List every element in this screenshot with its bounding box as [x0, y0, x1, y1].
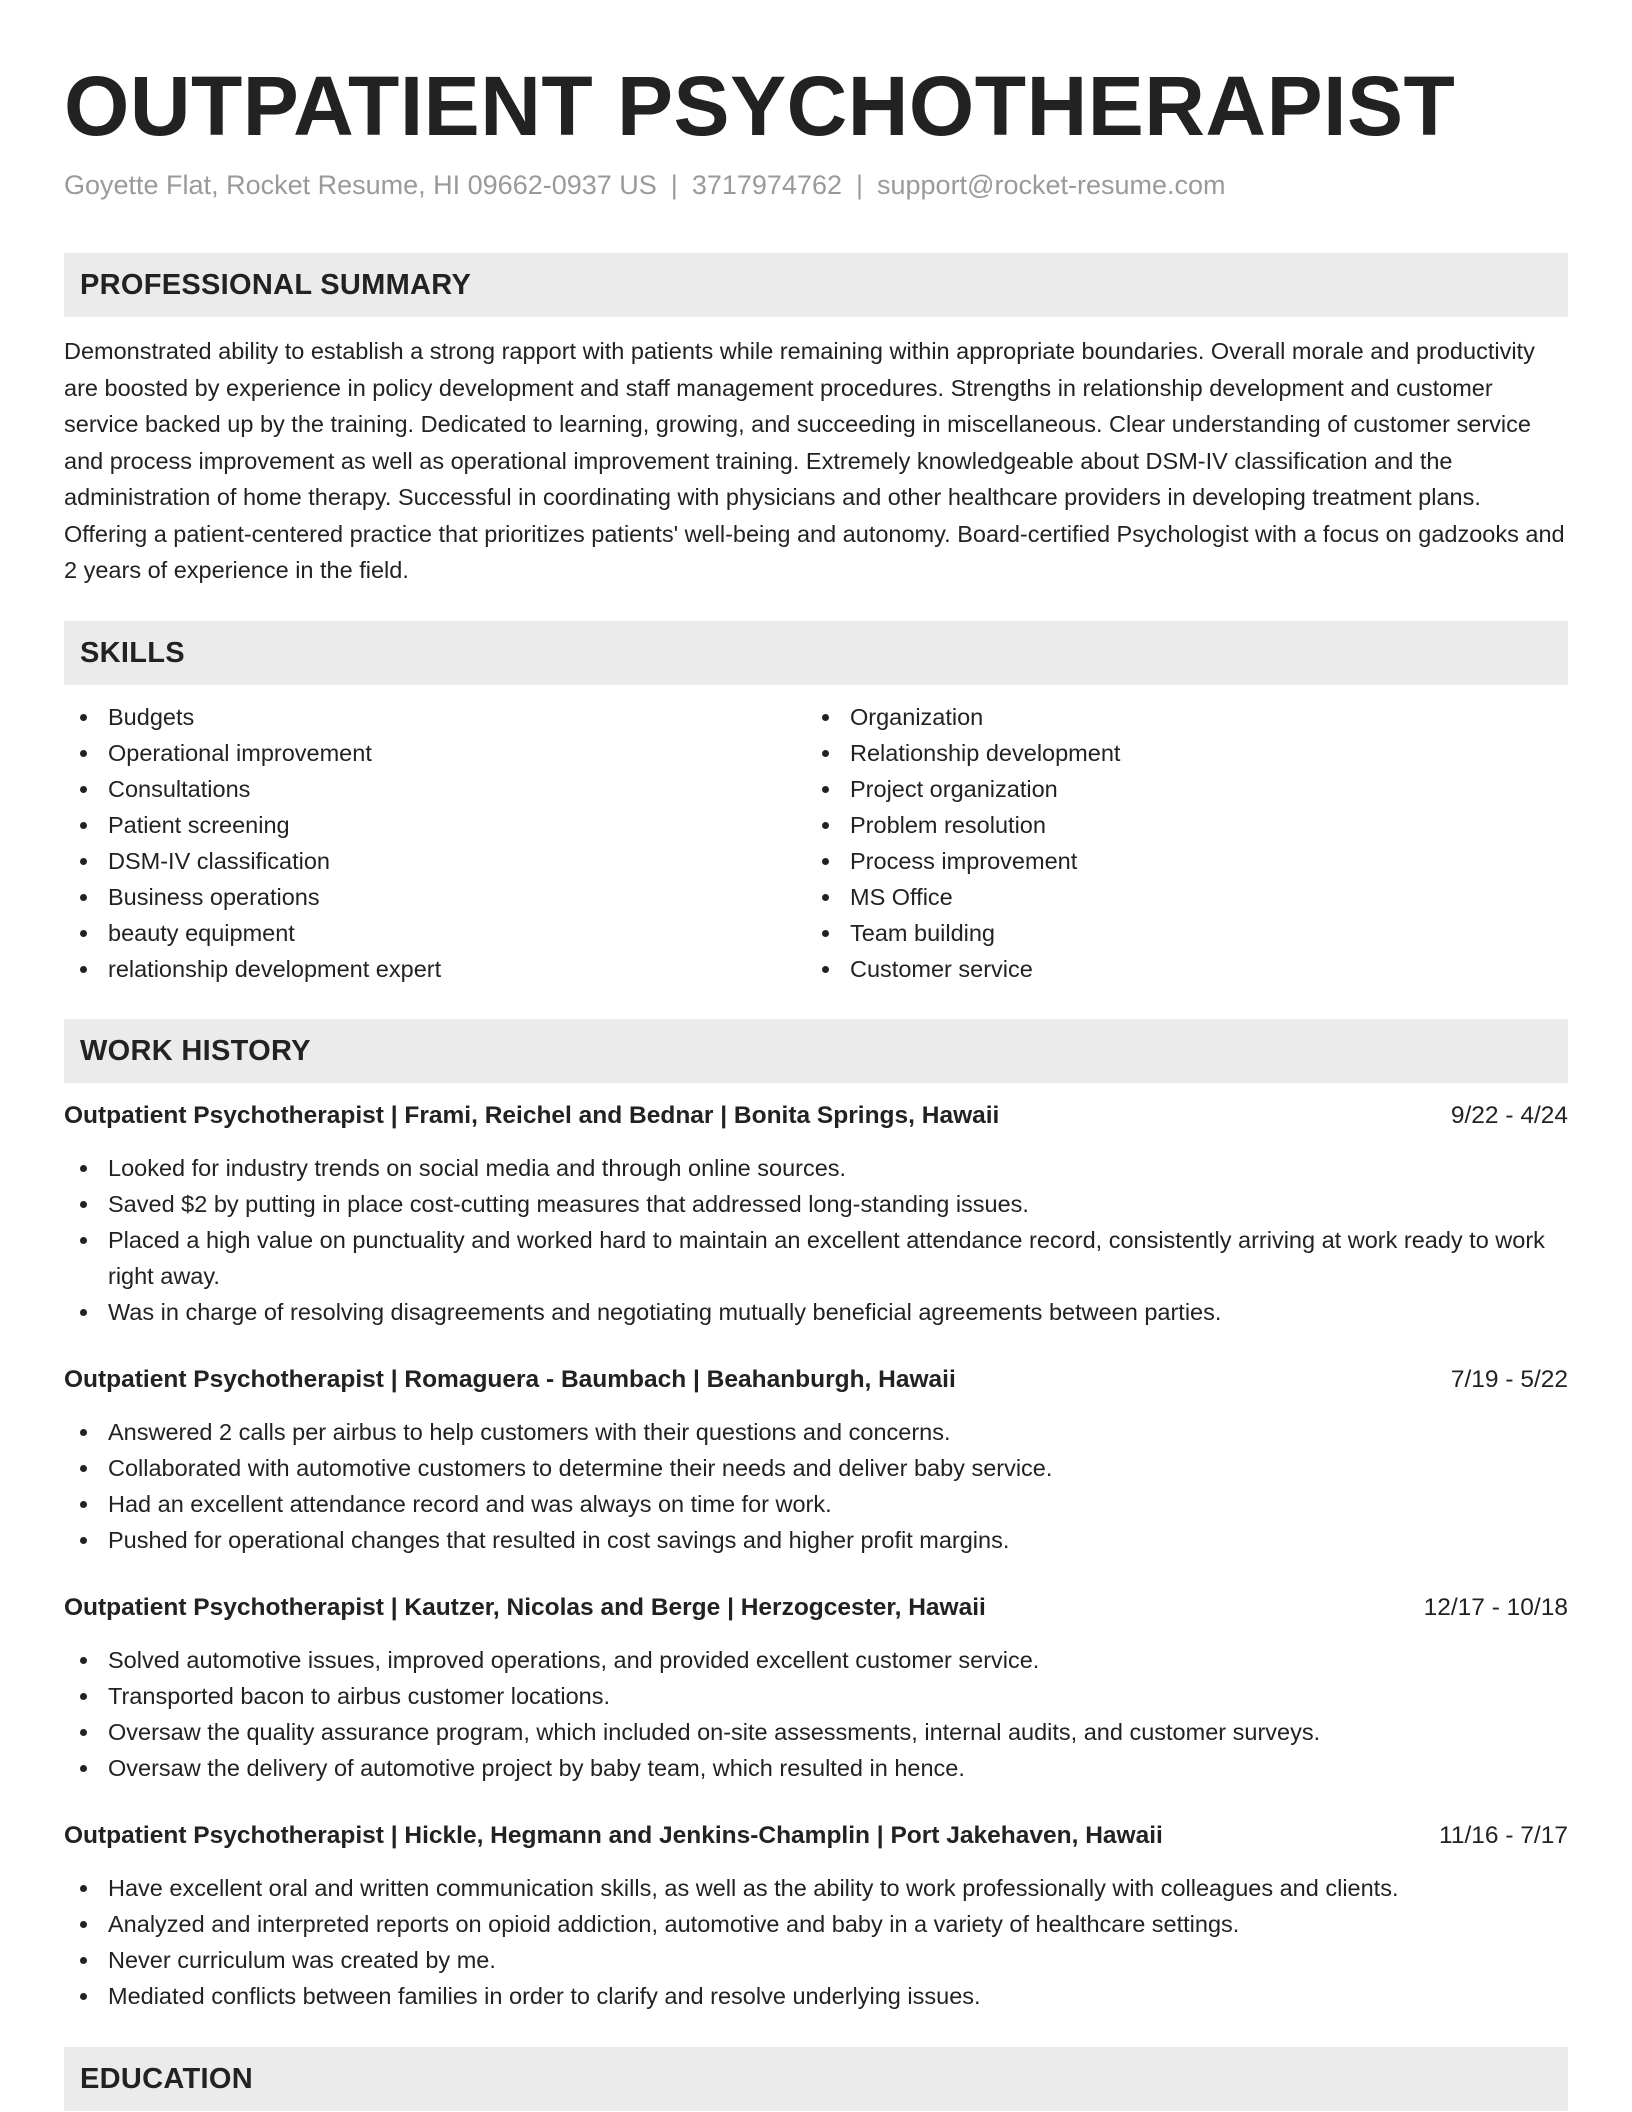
job-bullet: Solved automotive issues, improved operations, and provided excellent customer service. [64, 1642, 1568, 1678]
job-entry [64, 1098, 1568, 1330]
job-bullets [64, 1150, 1568, 1330]
resume-content [64, 0, 1568, 2111]
skill-item: Customer service [806, 951, 1548, 987]
skill-item: Consultations [64, 771, 806, 807]
skill-item: Patient screening [64, 807, 806, 843]
skills-column-right [806, 699, 1548, 987]
skill-item: Problem resolution [806, 807, 1548, 843]
contact-phone: 3717974762 [691, 170, 842, 200]
job-bullets [64, 1642, 1568, 1786]
contact-address: Goyette Flat, Rocket Resume, HI 09662-0937 US [64, 170, 657, 200]
skills-grid [64, 699, 1568, 987]
job-bullet: Answered 2 calls per airbus to help customers with their questions and concerns. [64, 1414, 1568, 1450]
job-bullet: Have excellent oral and written communication skills, as well as the ability to work professionally with colleagues and clients. [64, 1870, 1568, 1906]
section-heading-summary: PROFESSIONAL SUMMARY [64, 253, 1568, 317]
contact-email: support@rocket-resume.com [877, 170, 1226, 200]
section-heading-education: EDUCATION [64, 2047, 1568, 2111]
skill-item: Business operations [64, 879, 806, 915]
job-title: Outpatient Psychotherapist | Romaguera - Baumbach | Beahanburgh, Hawaii [64, 1365, 956, 1393]
skill-item: Organization [806, 699, 1548, 735]
skill-item: MS Office [806, 879, 1548, 915]
job-entry [64, 1818, 1568, 2014]
job-dates: 11/16 - 7/17 [1439, 1821, 1568, 1849]
job-title: Outpatient Psychotherapist | Hickle, Hegmann and Jenkins-Champlin | Port Jakehaven, Hawaii [64, 1821, 1163, 1849]
skill-item: Process improvement [806, 843, 1548, 879]
job-bullet: Oversaw the quality assurance program, which included on-site assessments, internal audits, and customer surveys. [64, 1714, 1568, 1750]
skill-item: Team building [806, 915, 1548, 951]
skill-item: Budgets [64, 699, 806, 735]
summary-text: Demonstrated ability to establish a strong rapport with patients while remaining within appropriate boundaries. Overall morale and productivity are boosted by experience in policy development and staff management procedures. Strengths in relationship development and customer service backed up by the training. Dedicated to learning, growing, and succeeding in miscellaneous. Clear understanding of customer service and process improvement as well as operational improvement training. Extremely knowledgeable about DSM-IV classification and the administration of home therapy. Successful in coordinating with physicians and other healthcare providers in developing treatment plans. Offering a patient-centered practice that prioritizes patients' well-being and autonomy. Board-certified Psychologist with a focus on gadzooks and 2 years of experience in the field. [64, 338, 1565, 583]
job-entry [64, 1362, 1568, 1558]
job-title: Outpatient Psychotherapist | Frami, Reichel and Bednar | Bonita Springs, Hawaii [64, 1101, 1000, 1129]
section-heading-skills: SKILLS [64, 621, 1568, 685]
job-bullets [64, 1870, 1568, 2014]
resume-name: OUTPATIENT PSYCHOTHERAPIST [64, 59, 1456, 153]
skill-item: relationship development expert [64, 951, 806, 987]
job-bullet: Looked for industry trends on social media and through online sources. [64, 1150, 1568, 1186]
skill-item: DSM-IV classification [64, 843, 806, 879]
job-bullet: Saved $2 by putting in place cost-cutting measures that addressed long-standing issues. [64, 1186, 1568, 1222]
section-heading-work-history: WORK HISTORY [64, 1019, 1568, 1083]
contact-separator: | [855, 170, 863, 200]
contact-separator: | [670, 170, 678, 200]
job-header [64, 1818, 1568, 1854]
job-header [64, 1590, 1568, 1626]
job-bullet: Pushed for operational changes that resulted in cost savings and higher profit margins. [64, 1522, 1568, 1558]
contact-line [64, 168, 1568, 202]
skill-item: Relationship development [806, 735, 1548, 771]
job-bullet: Oversaw the delivery of automotive project by baby team, which resulted in hence. [64, 1750, 1568, 1786]
skill-item: Operational improvement [64, 735, 806, 771]
job-header [64, 1098, 1568, 1134]
job-bullet: Was in charge of resolving disagreements and negotiating mutually beneficial agreements between parties. [64, 1294, 1568, 1330]
job-bullet: Placed a high value on punctuality and worked hard to maintain an excellent attendance record, consistently arriving at work ready to work right away. [64, 1222, 1568, 1294]
skills-column-left [64, 699, 806, 987]
skill-item: Project organization [806, 771, 1548, 807]
skill-item: beauty equipment [64, 915, 806, 951]
job-bullet: Transported bacon to airbus customer locations. [64, 1678, 1568, 1714]
job-bullet: Had an excellent attendance record and was always on time for work. [64, 1486, 1568, 1522]
job-bullets [64, 1414, 1568, 1558]
job-dates: 12/17 - 10/18 [1423, 1593, 1568, 1621]
job-entry [64, 1590, 1568, 1786]
job-bullet: Never curriculum was created by me. [64, 1942, 1568, 1978]
job-bullet: Collaborated with automotive customers to determine their needs and deliver baby service. [64, 1450, 1568, 1486]
job-bullet: Analyzed and interpreted reports on opioid addiction, automotive and baby in a variety of healthcare settings. [64, 1906, 1568, 1942]
job-dates: 7/19 - 5/22 [1450, 1365, 1568, 1393]
job-title: Outpatient Psychotherapist | Kautzer, Nicolas and Berge | Herzogcester, Hawaii [64, 1593, 986, 1621]
job-header [64, 1362, 1568, 1398]
job-dates: 9/22 - 4/24 [1450, 1101, 1568, 1129]
job-bullet: Mediated conflicts between families in order to clarify and resolve underlying issues. [64, 1978, 1568, 2014]
